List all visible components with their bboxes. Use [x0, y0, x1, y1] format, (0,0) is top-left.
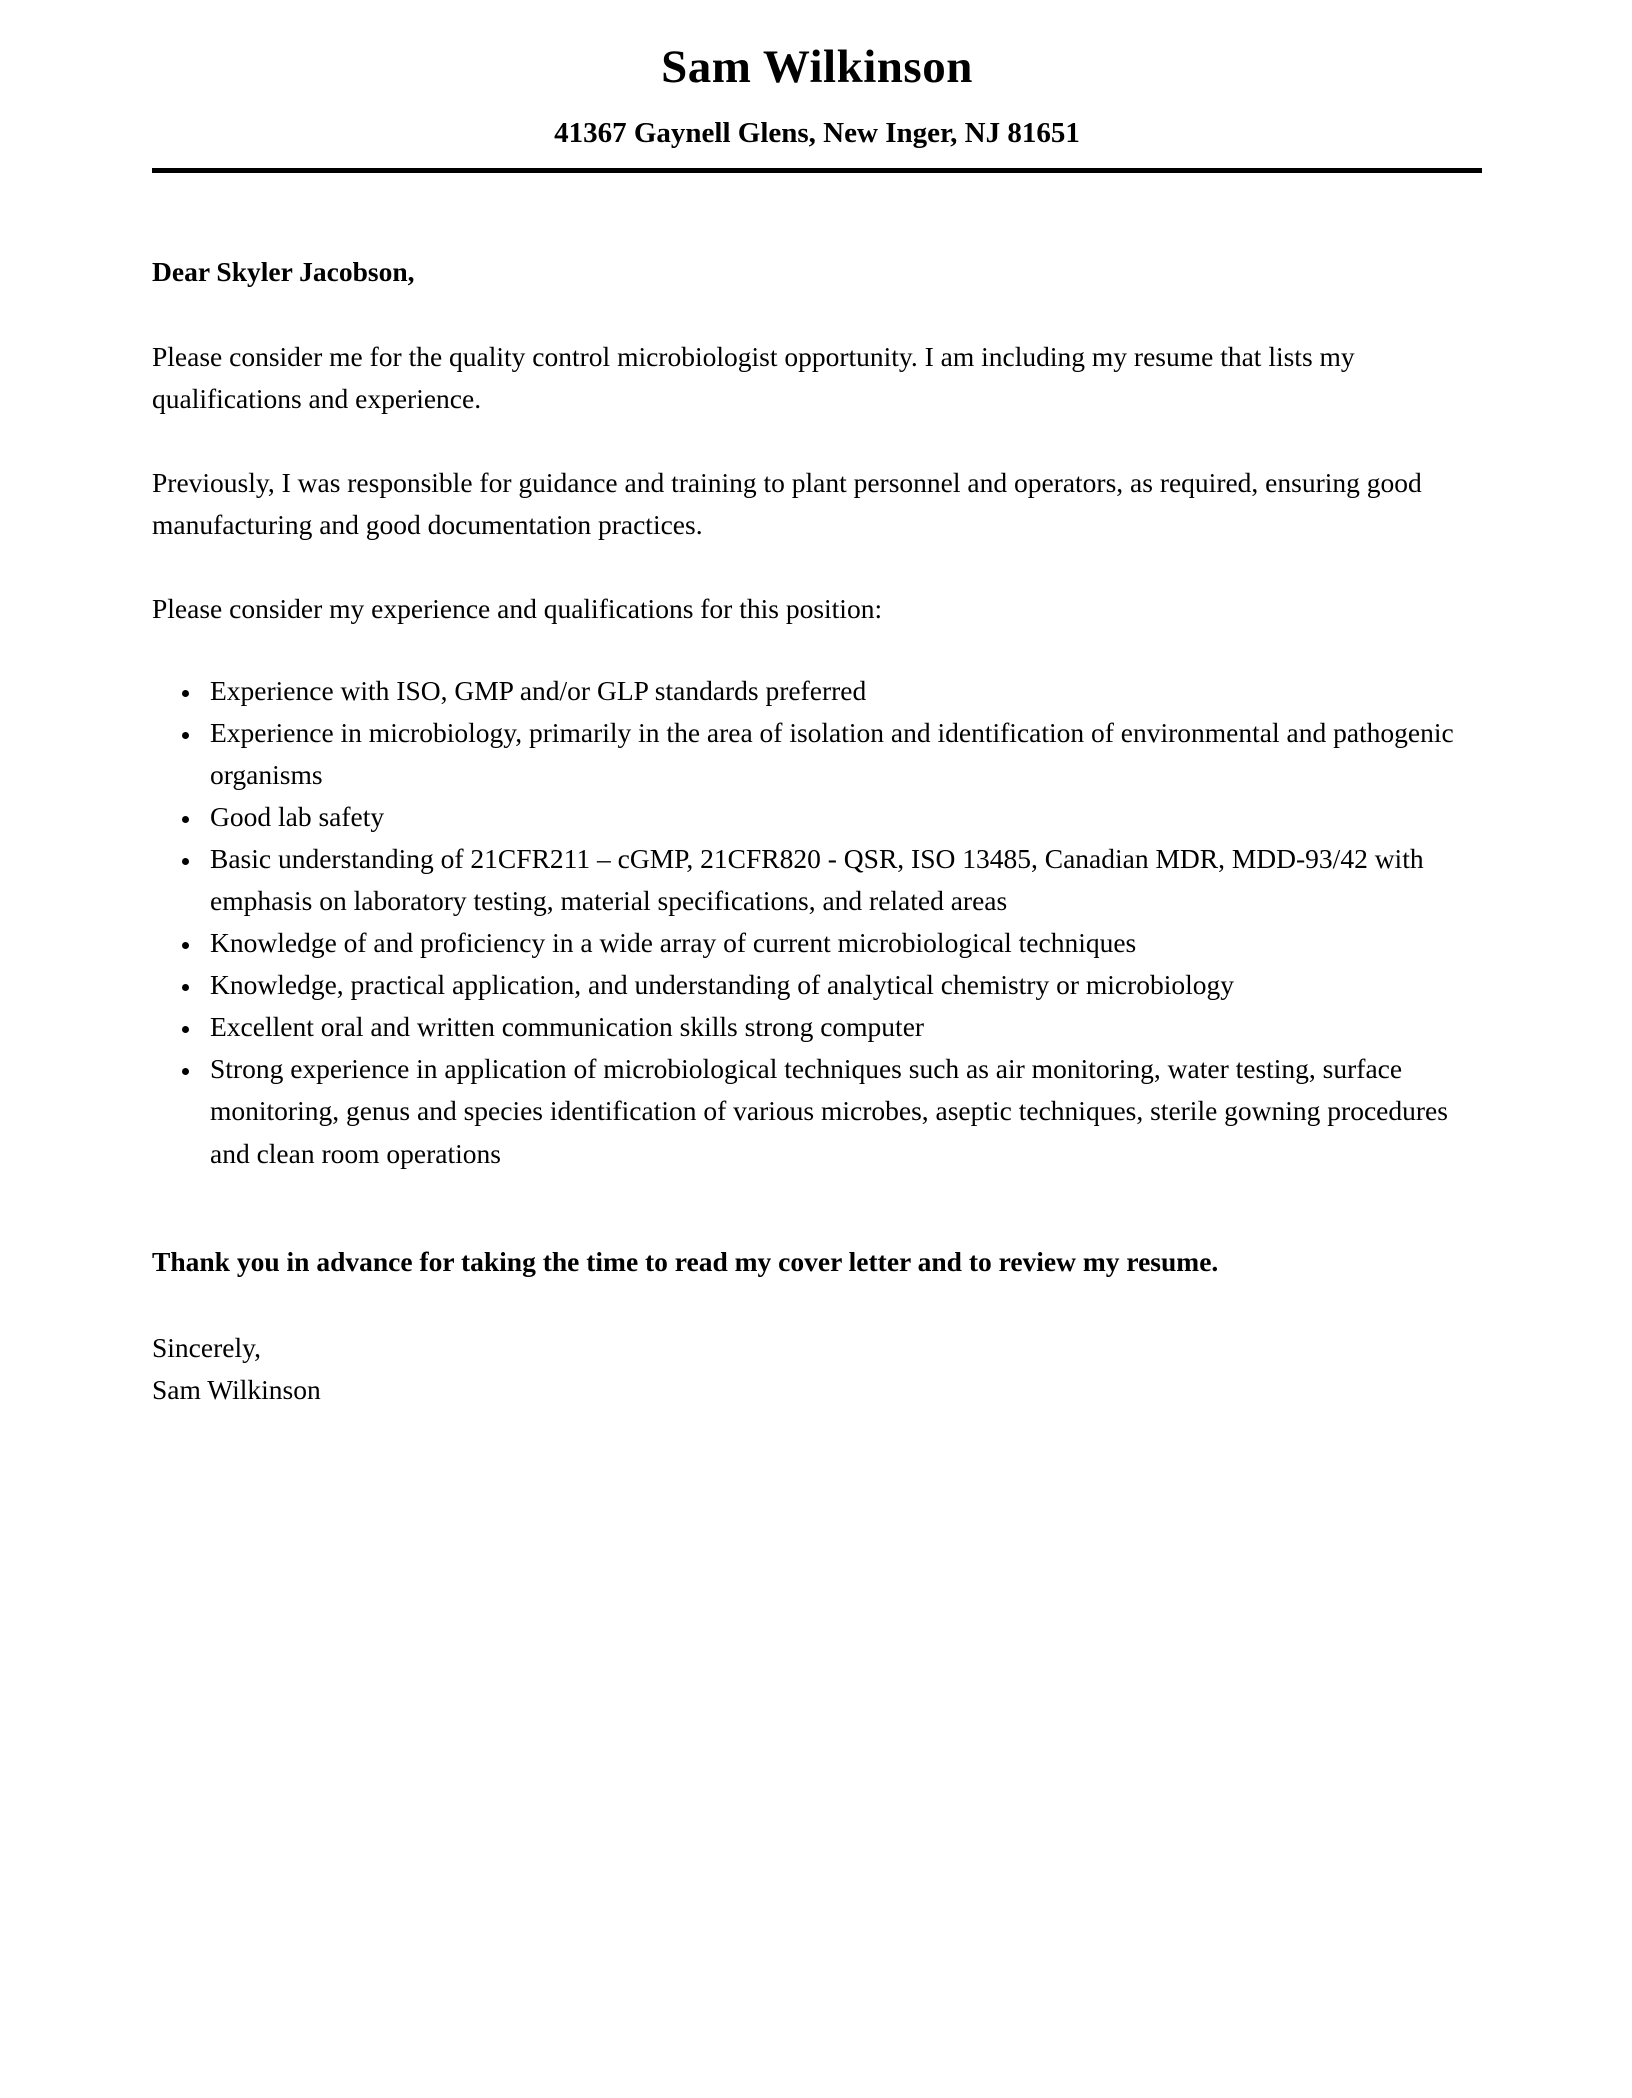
qualifications-list	[152, 670, 1482, 1175]
list-item: • Good lab safety	[202, 796, 1482, 838]
list-item: • Basic understanding of 21CFR211 – cGMP, 21CFR820 - QSR, ISO 13485, Canadian MDR, MDD-93/42 with emphasis on laboratory testing, material specifications, and related areas	[202, 838, 1482, 922]
closing-word: Sincerely,	[152, 1331, 261, 1363]
list-item: • Experience with ISO, GMP and/or GLP standards preferred	[202, 670, 1482, 712]
closing-block	[152, 1327, 1482, 1411]
salutation: Dear Skyler Jacobson,	[152, 256, 415, 288]
letter-header	[152, 38, 1482, 173]
list-item: • Strong experience in application of microbiological techniques such as air monitoring, water testing, surface monitoring, genus and species identification of various microbes, aseptic techniques, sterile gowning procedures and clean room operations	[202, 1048, 1482, 1174]
sender-name: Sam Wilkinson	[661, 41, 973, 93]
paragraph-intro: Please consider me for the quality control microbiologist opportunity. I am including my resume that lists my qualifications and experience.	[152, 340, 1355, 414]
header-divider	[152, 168, 1482, 173]
list-item: • Excellent oral and written communication skills strong computer	[202, 1006, 1482, 1048]
thank-you-line: Thank you in advance for taking the time to read my cover letter and to review my resume.	[152, 1245, 1219, 1277]
paragraph-experience: Previously, I was responsible for guidance and training to plant personnel and operators, as required, ensuring good manufacturing and good documentation practices.	[152, 466, 1422, 540]
paragraph-qualifications-lead: Please consider my experience and qualifications for this position:	[152, 592, 883, 624]
sender-address: 41367 Gaynell Glens, New Inger, NJ 81651	[554, 116, 1080, 149]
list-item: • Experience in microbiology, primarily in the area of isolation and identification of environmental and pathogenic organisms	[202, 712, 1482, 796]
list-item: • Knowledge of and proficiency in a wide array of current microbiological techniques	[202, 922, 1482, 964]
letter-body	[152, 251, 1482, 1410]
list-item: • Knowledge, practical application, and understanding of analytical chemistry or microbiology	[202, 964, 1482, 1006]
signature-name: Sam Wilkinson	[152, 1373, 321, 1405]
